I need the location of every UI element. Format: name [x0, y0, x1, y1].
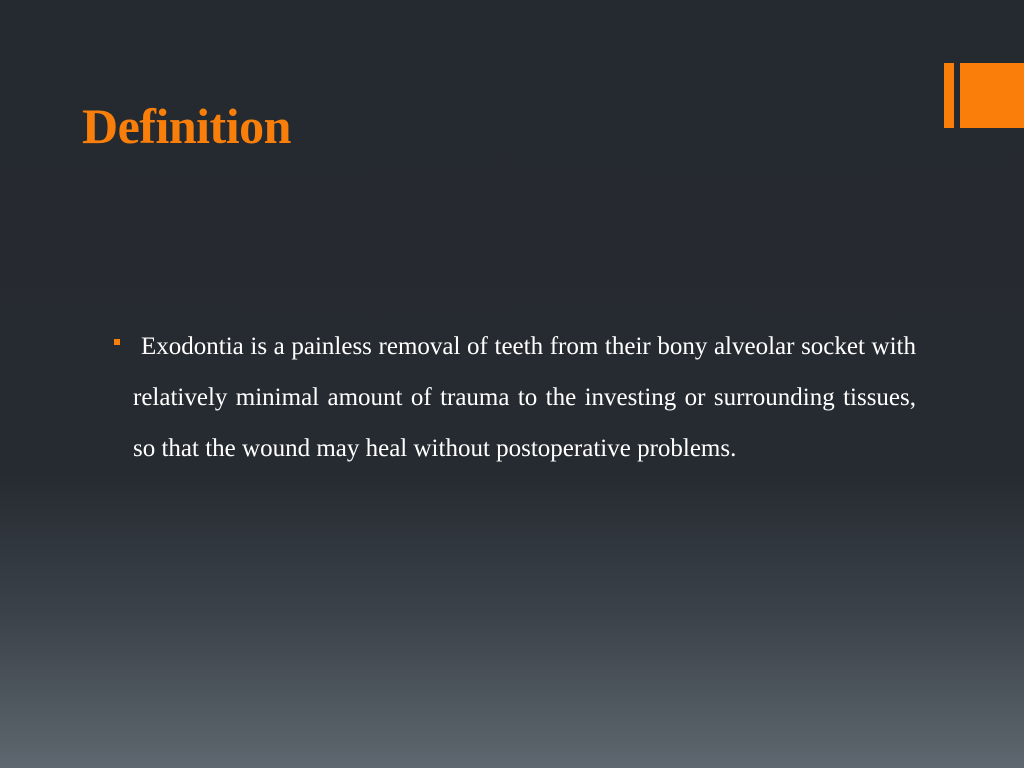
corner-accent-thin-bar [944, 63, 954, 128]
slide-title: Definition [82, 98, 291, 154]
bullet-text [133, 321, 916, 474]
square-bullet-icon [114, 339, 120, 345]
corner-accent-thick-bar [960, 63, 1024, 128]
bullet-text-content: Exodontia is a painless removal of teeth from their bony alveolar socket with relatively minimal amount of trauma to the investing or surrounding tissues, so that the wound may heal without postoperative problems. [133, 333, 916, 462]
